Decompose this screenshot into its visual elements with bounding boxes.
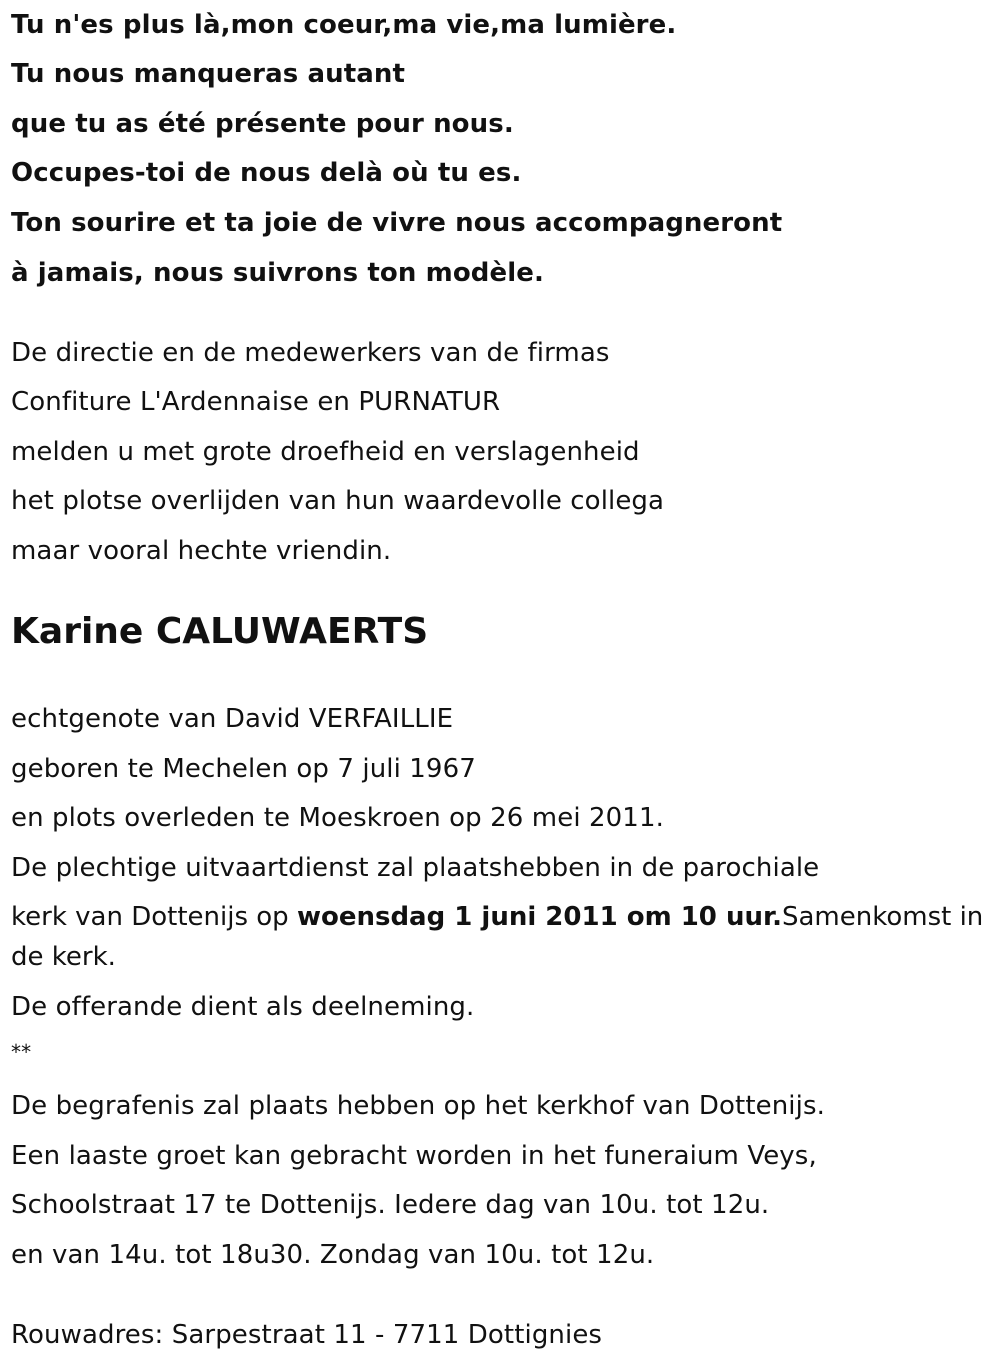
announcement-line-1: De directie en de medewerkers van de firmas <box>11 338 610 368</box>
announcement-line-4: het plotse overlijden van hun waardevolle collega <box>11 486 665 516</box>
burial-line: De begrafenis zal plaats hebben op het kerkhof van Dottenijs. <box>11 1091 825 1121</box>
poem-line-4: Occupes-toi de nous delà où tu es. <box>11 158 522 188</box>
announcement-line-5: maar vooral hechte vriendin. <box>11 536 392 566</box>
spouse-line: echtgenote van David VERFAILLIE <box>11 704 454 734</box>
poem-line-1: Tu n'es plus là,mon coeur,ma vie,ma lumière. <box>11 10 677 40</box>
poem-line-5: Ton sourire et ta joie de vivre nous accompagneront <box>11 208 783 238</box>
announcement-line-3: melden u met grote droefheid en verslagenheid <box>11 437 640 467</box>
service-intro-line: De plechtige uitvaartdienst zal plaatshebben in de parochiale <box>11 853 820 883</box>
service-paragraph <box>11 897 996 977</box>
deceased-name: Karine CALUWAERTS <box>11 611 429 652</box>
service-church: kerk van Dottenijs op <box>11 902 297 932</box>
service-gathering: Samenkomst in de kerk. <box>11 902 984 972</box>
poem-line-2: Tu nous manqueras autant <box>11 59 406 89</box>
poem-line-6: à jamais, nous suivrons ton modèle. <box>11 258 544 288</box>
farewell-line-1: Een laaste groet kan gebracht worden in het funeraium Veys, <box>11 1141 817 1171</box>
poem-line-3: que tu as été présente pour nous. <box>11 109 514 139</box>
announcement-line-2: Confiture L'Ardennaise en PURNATUR <box>11 387 501 417</box>
farewell-line-3: en van 14u. tot 18u30. Zondag van 10u. tot 12u. <box>11 1240 655 1270</box>
death-line: en plots overleden te Moeskroen op 26 mei 2011. <box>11 803 664 833</box>
offering-line: De offerande dient als deelneming. <box>11 992 475 1022</box>
mourning-address: Rouwadres: Sarpestraat 11 - 7711 Dottignies <box>11 1320 603 1350</box>
farewell-line-2: Schoolstraat 17 te Dottenijs. Iedere dag van 10u. tot 12u. <box>11 1190 770 1220</box>
service-datetime: woensdag 1 juni 2011 om 10 uur. <box>296 902 782 932</box>
separator: ** <box>11 1040 32 1064</box>
birth-line: geboren te Mechelen op 7 juli 1967 <box>11 754 476 784</box>
